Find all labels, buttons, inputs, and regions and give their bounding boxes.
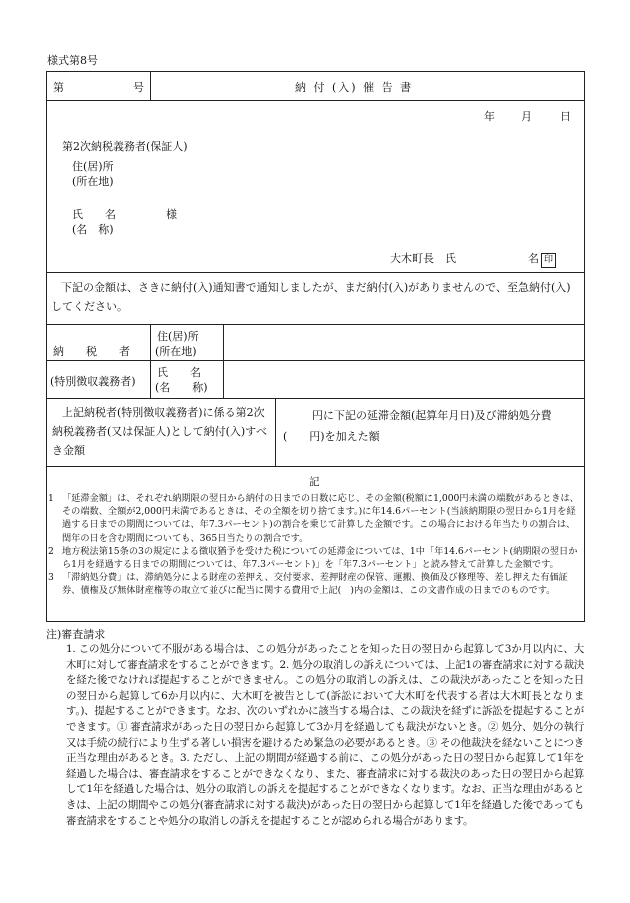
taxpayer-address-alt: (所在地) (155, 345, 197, 358)
taxpayer-name-label: 氏 名 (157, 366, 201, 379)
notice-text: 下記の金額は、さきに納付(入)通知書で通知しましたが、まだ納付(入)がありませんので、至急納付(入)してください。 (51, 281, 571, 313)
address-alt-label: (所在地) (72, 175, 114, 188)
note-number: 2 (48, 545, 54, 557)
note-text: 「延滞金額」は、それぞれ納期限の翌日から納付の日までの日数に応じ、その金額(税額に1,000円未満の端数があるときは、その端数、全額が2,000円未満であるときは、その全額を切り捨てます。)に年14.6パーセント(当該納期限の翌日から1月を経過する日までの期間については、年7.3パーセント)の割合を乗じて計算した金額です。この場合における年当たりの割合は、閏年の日を含む期間についても、365日当たりの割合です。 (62, 493, 579, 544)
divider (47, 398, 584, 399)
name-label: 氏 名 (72, 208, 116, 221)
issuer-name-suffix: 名 印 (528, 250, 556, 268)
issuer-title: 大木町長 氏 (390, 252, 456, 265)
divider (47, 466, 584, 467)
note-item (48, 545, 581, 571)
form-title: 納 付 (入) 催 告 書 (295, 81, 414, 94)
date-day: 日 (560, 110, 571, 123)
form-number: 様式第8号 (47, 54, 98, 67)
taxpayer-sub-label: (特別徴収義務者) (50, 375, 136, 388)
appeal-heading: 注)審査請求 (46, 628, 106, 641)
note-number: 1 (48, 493, 54, 504)
number-label: 第 (53, 81, 64, 94)
address-label: 住(居)所 (72, 160, 114, 173)
divider (47, 360, 584, 361)
divider (47, 100, 584, 101)
note-text: 地方税法第15条の3の規定による徴収猶予を受けた税についての延滞金については、1中「年14.6パーセント(納期限の翌日から1月を経過する日までの期間については、年7.3パーセント)」を「年7.3パーセント」と読み替えて計算した金額です。 (62, 545, 578, 571)
taxpayer-label: 納 税 者 (53, 345, 130, 358)
note-item (48, 492, 581, 545)
notes-list (48, 492, 581, 598)
number-suffix: 号 (133, 81, 144, 94)
amount-label: 上記納税者(特別徴収義務者)に係る第2次納税義務者(又は保証人)として納付(入)すべき金額 (52, 406, 267, 457)
date-year: 年 (484, 110, 495, 123)
amount-line-1: 円に下記の延滞金額(起算年月日)及び滞納処分費 (312, 409, 552, 422)
seal-icon: 印 (541, 253, 556, 268)
divider (150, 324, 151, 398)
note-number: 3 (48, 572, 54, 584)
date-month: 月 (521, 110, 532, 123)
divider (275, 398, 276, 466)
taxpayer-name-alt: (名 称) (155, 381, 208, 394)
name-alt-label: (名 称) (72, 223, 114, 236)
addressee-role: 第2次納税義務者(保証人) (62, 140, 188, 153)
divider (150, 72, 151, 100)
note-item (48, 571, 581, 597)
divider (47, 324, 584, 325)
divider (223, 324, 224, 398)
honorific: 様 (166, 208, 177, 221)
taxpayer-address-label: 住(居)所 (157, 330, 199, 343)
note-text: 「滞納処分費」は、滞納処分による財産の差押え、交付要求、差押財産の保管、運搬、換価及び修理等、差し押えた有価証券、債権及び無体財産権等の取立て並びに配当に関する費用で上記( )内の金額は、この文書作成の日までのものです。 (62, 572, 568, 597)
notes-heading: 記 (309, 476, 320, 488)
appeal-text: 1. この処分について不服がある場合は、この処分があったことを知った日の翌日から起算して3か月以内に、大木町に対して審査請求をすることができます。2. 処分の取消しの訴えについては、上記1の審査請求に対する裁決を経た後でなければ提起することができません。この処分の取消しの訴えは、この裁決があったことを知った日の翌日から起算して6か月以内に、大木町を被告として(訴訟において大木町を代表する者は大木町長となります。)、提起することができます。なお、次のいずれかに該当する場合は、この裁決を経ずに訴訟を提起することができます。① 審査請求があった日の翌日から起算して3か月を経過しても裁決がないとき。② 処分、処分の執行又は手続の続行により生ずる著しい損害を避けるため緊急の必要があるとき。③ その他裁決を経ないことにつき正当な理由があるとき。3. ただし、上記の期間が経過する前に、この処分があった日の翌日から起算して1年を経過した場合は、審査請求をすることができなくなり、また、審査請求に対する裁決のあった日の翌日から起算して1年を経過した場合は、処分の取消しの訴えを提起することができなくなります。なお、正当な理由があるときは、上記の期間やこの処分(審査請求に対する裁決)があった日の翌日から起算して1年を経過した後であっても審査請求をすることや処分の取消しの訴えを提起することが認められる場合があります。 (66, 643, 584, 827)
divider (47, 272, 584, 273)
amount-line-2: ( 円)を加えた額 (283, 430, 380, 443)
